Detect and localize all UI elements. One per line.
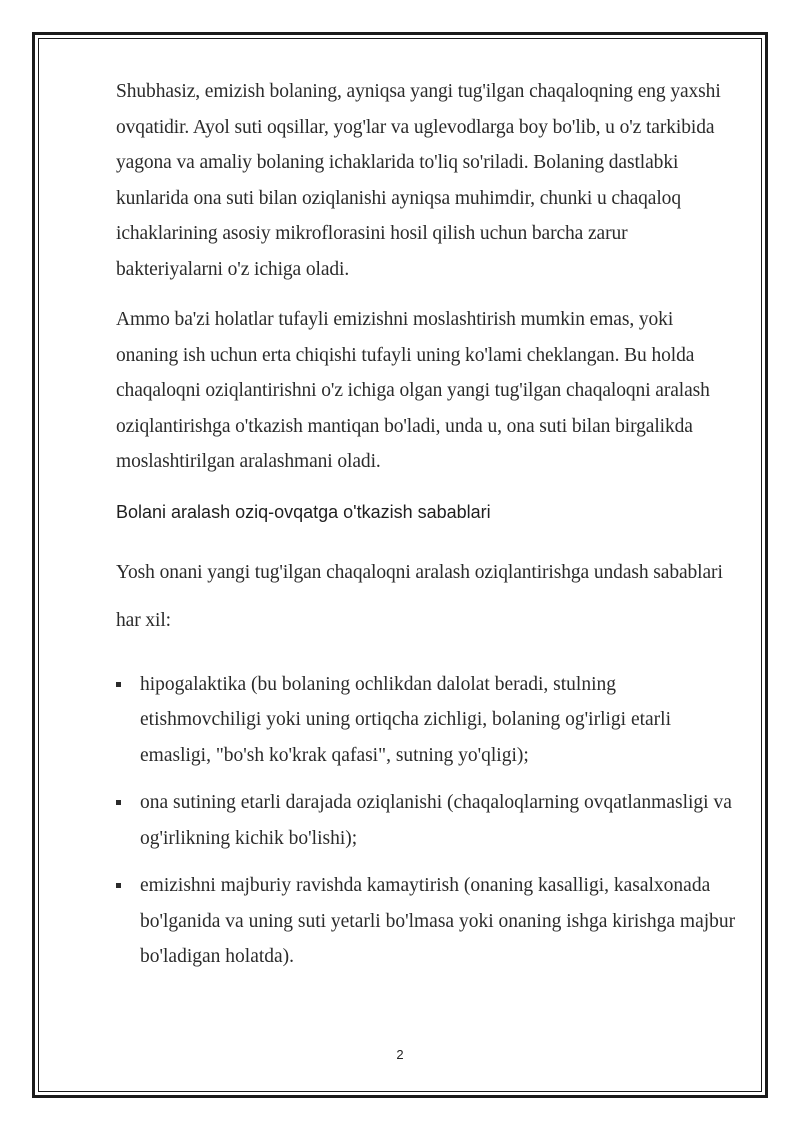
reasons-list xyxy=(116,667,736,975)
bullet-square-icon xyxy=(116,800,121,805)
page-content xyxy=(116,74,736,987)
paragraph-breastfeeding: Shubhasiz, emizish bolaning, ayniqsa yangi tug'ilgan chaqaloqning eng yaxshi ovqatidir. Ayol suti oqsillar, yog'lar va uglevodlarga boy bo'lib, u o'z tarkibida yagona va amaliy bolaning ichaklarida to'liq so'riladi. Bolaning dastlabki kunlarida ona suti bilan oziqlanishi ayniqsa muhimdir, chunki u chaqaloq ichaklarining asosiy mikroflorasini hosil qilish uchun barcha zarur bakteriyalarni o'z ichiga oladi. xyxy=(116,81,721,280)
page-number: 2 xyxy=(396,1047,404,1062)
paragraph-intro: Yosh onani yangi tug'ilgan chaqaloqni aralash oziqlantirishga undash sabablari har xil: xyxy=(116,561,723,631)
list-item xyxy=(116,785,736,856)
list-item xyxy=(116,868,736,975)
list-item-text: emizishni majburiy ravishda kamaytirish (onaning kasalligi, kasalxonada bo'lganida va uning suti yetarli bo'lmasa yoki onaning ishga kirishga majbur bo'ladigan holatda). xyxy=(140,875,736,967)
section-heading: Bolani aralash oziq-ovqatga o'tkazish sabablari xyxy=(116,501,491,522)
list-item xyxy=(116,667,736,774)
list-item-text: ona sutining etarli darajada oziqlanishi (chaqaloqlarning ovqatlanmasligi va og'irlikning kichik bo'lishi); xyxy=(140,792,732,849)
bullet-square-icon xyxy=(116,883,121,888)
bullet-square-icon xyxy=(116,682,121,687)
paragraph-mixed-feeding: Ammo ba'zi holatlar tufayli emizishni moslashtirish mumkin emas, yoki onaning ish uchun erta chiqishi tufayli uning ko'lami cheklangan. Bu holda chaqaloqni oziqlantirishni o'z ichiga olgan yangi tug'ilgan chaqaloqni aralash oziqlantirishga o'tkazish mantiqan bo'ladi, unda u, ona suti bilan birgalikda moslashtirilgan aralashmani oladi. xyxy=(116,309,710,472)
list-item-text: hipogalaktika (bu bolaning ochlikdan dalolat beradi, stulning etishmovchiligi yoki uning ortiqcha zichligi, bolaning og'irligi etarli emasligi, "bo'sh ko'krak qafasi", sutning yo'qligi); xyxy=(140,673,672,766)
